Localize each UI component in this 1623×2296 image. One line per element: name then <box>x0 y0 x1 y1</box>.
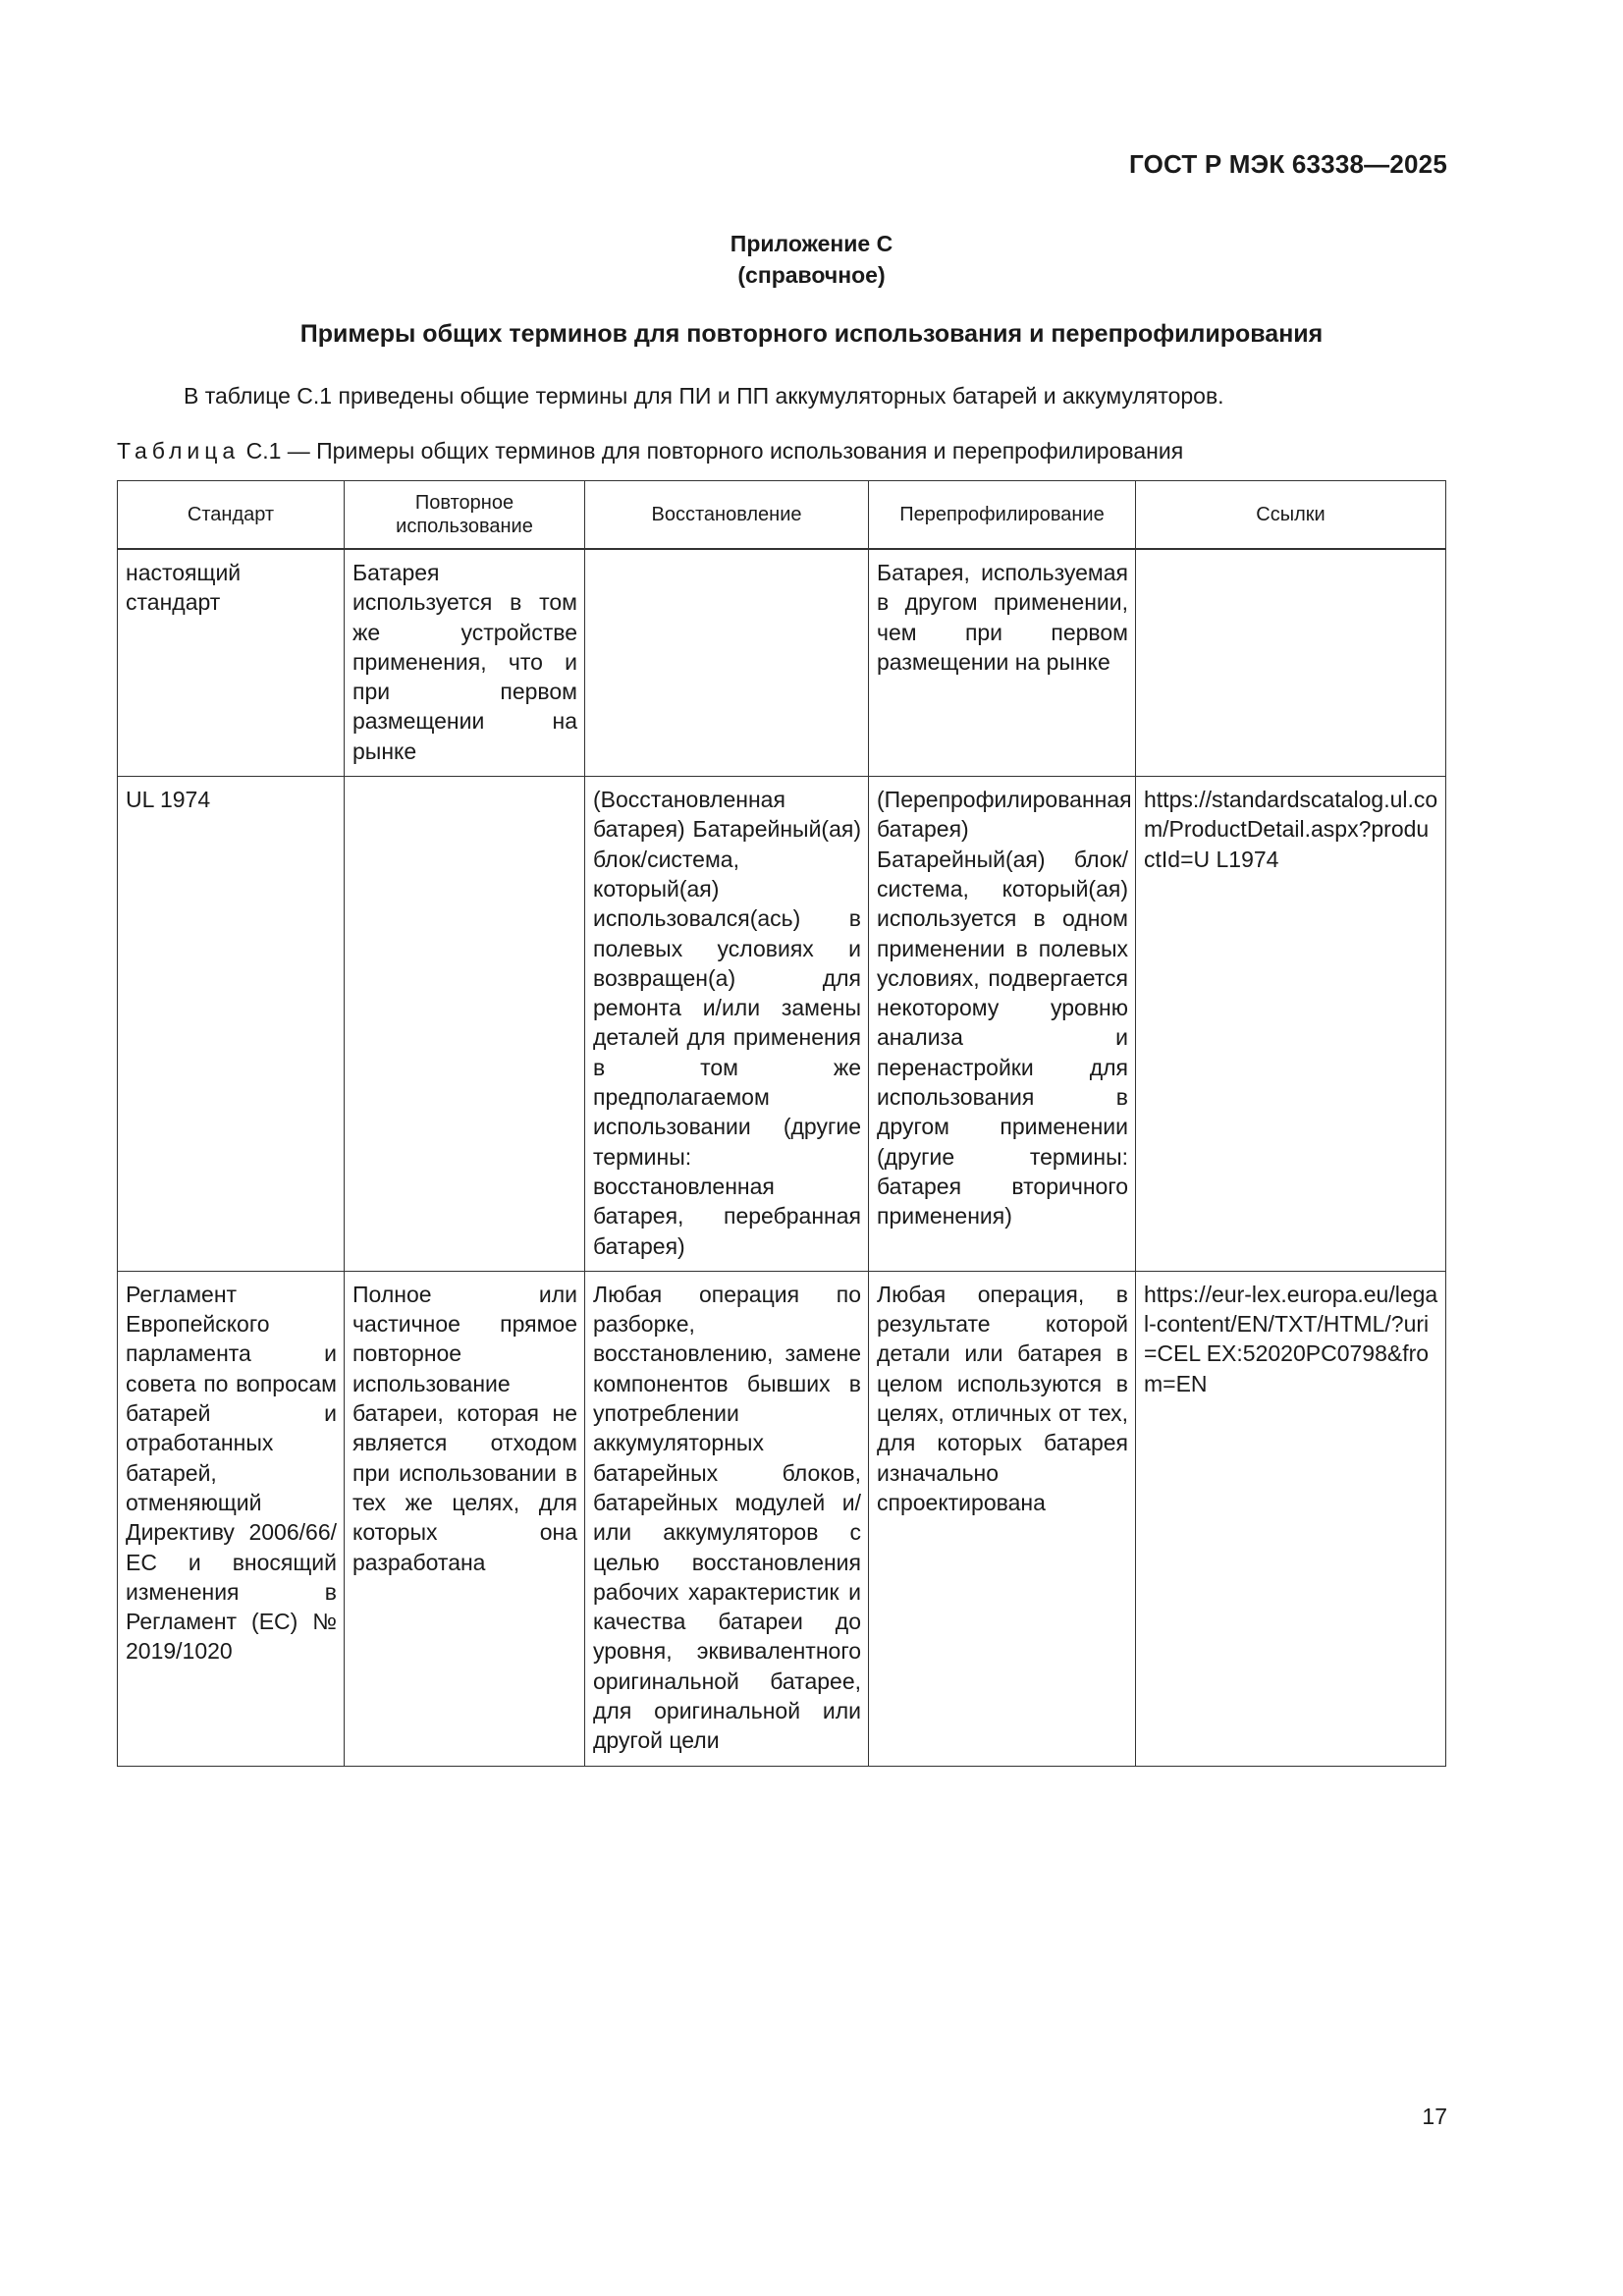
page-title: Примеры общих терминов для повторного использования и перепрофилирования <box>299 320 1324 348</box>
reference-link: https://eur-lex.europa.eu/legal-content/EN/TXT/HTML/?uri=CEL EX:52020PC0798&from=EN <box>1136 1271 1446 1766</box>
terms-table <box>117 480 1446 1767</box>
table-cell: Батарея, используемая в другом применении, чем при первом размещении на рынке <box>869 550 1136 777</box>
table-cell: Любая операция по разборке, восстановлению, замене компонентов бывших в употреблении аккумуляторных батарейных блоков, батарейных модулей и/или аккумуляторов с целью восстановления рабочих характеристик и качества батареи до уровня, эквивалентного оригинальной батарее, для оригинальной или другой цели <box>585 1271 869 1766</box>
header-reuse: Повторное использование <box>345 481 585 549</box>
table-cell: Любая операция, в результате которой детали или батарея в целом используются в целях, отличных от тех, для которых батарея изначально спроектирована <box>869 1271 1136 1766</box>
table-cell <box>1136 550 1446 777</box>
table-cell: UL 1974 <box>118 777 345 1272</box>
table-caption-text: С.1 — Примеры общих терминов для повторного использования и перепрофилирования <box>240 438 1184 464</box>
annex-heading <box>0 228 1623 291</box>
table-row <box>118 777 1446 1272</box>
annex-label: Приложение С <box>730 231 893 256</box>
table-cell: Регламент Европейского парламента и совета по вопросам батарей и отработанных батарей, отменяющий Директиву 2006/66/ЕС и вносящий изменения в Регламент (ЕС) № 2019/1020 <box>118 1271 345 1766</box>
table-header-row <box>118 481 1446 549</box>
intro-paragraph: В таблице С.1 приведены общие термины для ПИ и ПП аккумуляторных батарей и аккумуляторов. <box>184 383 1224 409</box>
annex-type: (справочное) <box>737 262 886 288</box>
document-code: ГОСТ Р МЭК 63338—2025 <box>1128 149 1447 179</box>
table-cell: (Восстановленная батарея) Батарейный(ая) блок/система, который(ая) использовался(ась) в полевых условиях и возвращен(а) для ремонта и/или замены деталей для применения в том же предполагаемом использовании (другие термины: восстановленная батарея, перебранная батарея) <box>585 777 869 1272</box>
table-cell: Полное или частичное прямое повторное использование батареи, которая не является отходом при использовании в тех же целях, для которых она разработана <box>345 1271 585 1766</box>
table-cell: (Перепрофилированная батарея) Батарейный(ая) блок/система, который(ая) используется в одном применении в полевых условиях, подвергается некоторому уровню анализа и перенастройки для использования в другом применении (другие термины: батарея вторичного применения) <box>869 777 1136 1272</box>
header-standard: Стандарт <box>118 481 345 549</box>
table-cell: Батарея используется в том же устройстве применения, что и при первом размещении на рынке <box>345 550 585 777</box>
table-row <box>118 550 1446 777</box>
table-row <box>118 1271 1446 1766</box>
table-caption <box>117 438 1183 465</box>
header-references: Ссылки <box>1136 481 1446 549</box>
header-restoration: Восстановление <box>585 481 869 549</box>
table-cell <box>585 550 869 777</box>
header-repurposing: Перепрофилирование <box>869 481 1136 549</box>
table-cell <box>345 777 585 1272</box>
page-number: 17 <box>1422 2104 1447 2129</box>
reference-link: https://standardscatalog.ul.com/ProductDetail.aspx?productId=U L1974 <box>1136 777 1446 1272</box>
table-cell: настоящий стандарт <box>118 550 345 777</box>
table-caption-label: Таблица <box>117 438 241 464</box>
